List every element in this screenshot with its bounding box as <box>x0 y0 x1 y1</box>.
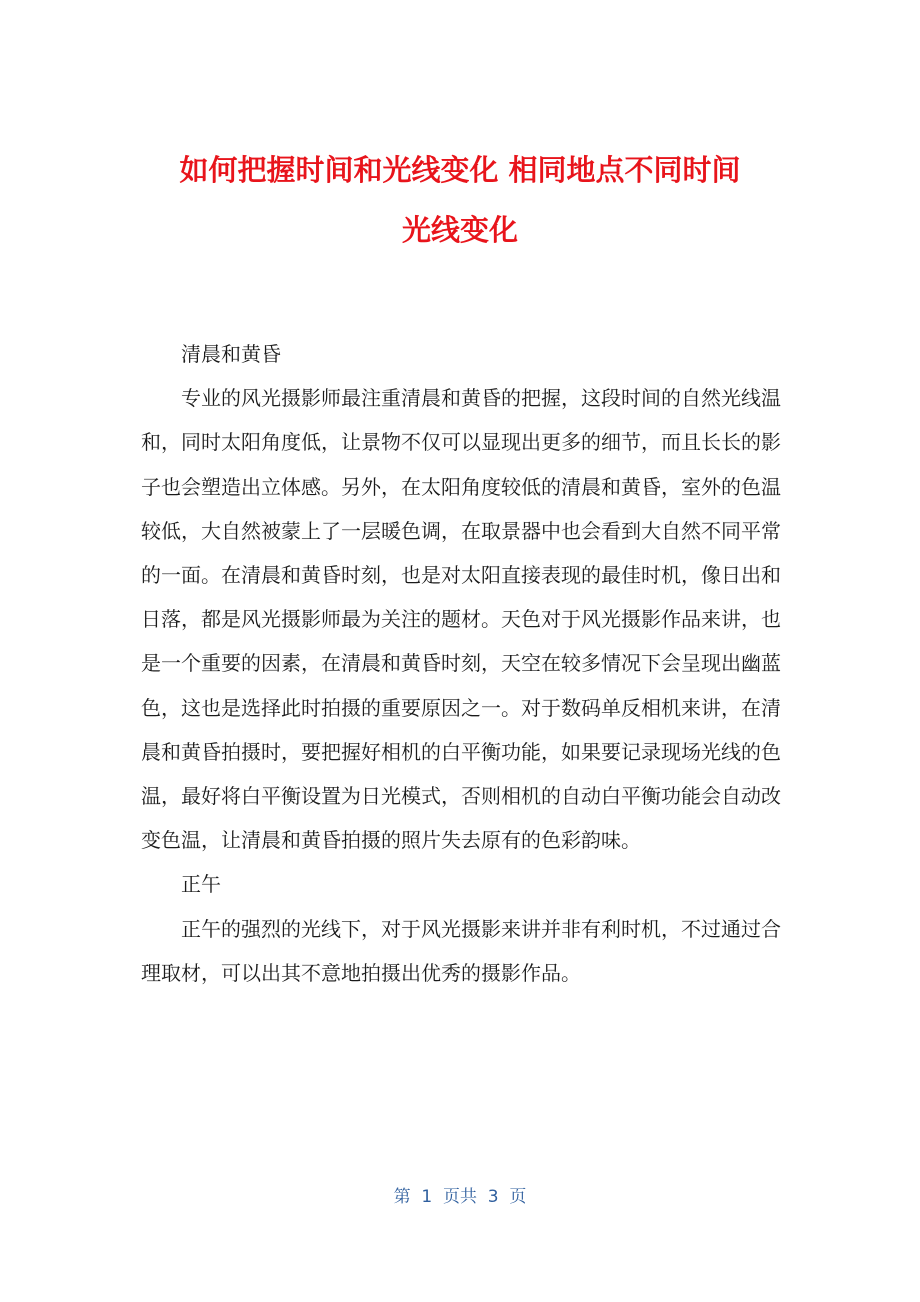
document-title <box>100 140 820 260</box>
title-line-1: 如何把握时间和光线变化 相同地点不同时间 <box>179 153 741 187</box>
document-body <box>141 332 781 995</box>
page-number-footer: 第 1 页共 3 页 <box>393 1187 527 1207</box>
section-heading-morning-evening: 清晨和黄昏 <box>181 342 281 366</box>
paragraph-noon: 正午的强烈的光线下，对于风光摄影来讲并非有利时机，不过通过合理取材，可以出其不意地拍摄出优秀的摄影作品。 <box>141 916 781 985</box>
paragraph-morning-evening: 专业的风光摄影师最注重清晨和黄昏的把握，这段时间的自然光线温和，同时太阳角度低，让景物不仅可以显现出更多的细节，而且长长的影子也会塑造出立体感。另外，在太阳角度较低的清晨和黄昏，室外的色温较低，大自然被蒙上了一层暖色调，在取景器中也会看到大自然不同平常的一面。在清晨和黄昏时刻，也是对太阳直接表现的最佳时机，像日出和日落，都是风光摄影师最为关注的题材。天色对于风光摄影作品来讲，也是一个重要的因素，在清晨和黄昏时刻，天空在较多情况下会呈现出幽蓝色，这也是选择此时拍摄的重要原因之一。对于数码单反相机来讲，在清晨和黄昏拍摄时，要把握好相机的白平衡功能，如果要记录现场光线的色温，最好将白平衡设置为日光模式，否则相机的自动白平衡功能会自动改变色温，让清晨和黄昏拍摄的照片失去原有的色彩韵味。 <box>141 386 781 853</box>
title-line-2: 光线变化 <box>401 213 518 247</box>
section-heading-noon: 正午 <box>181 872 221 897</box>
